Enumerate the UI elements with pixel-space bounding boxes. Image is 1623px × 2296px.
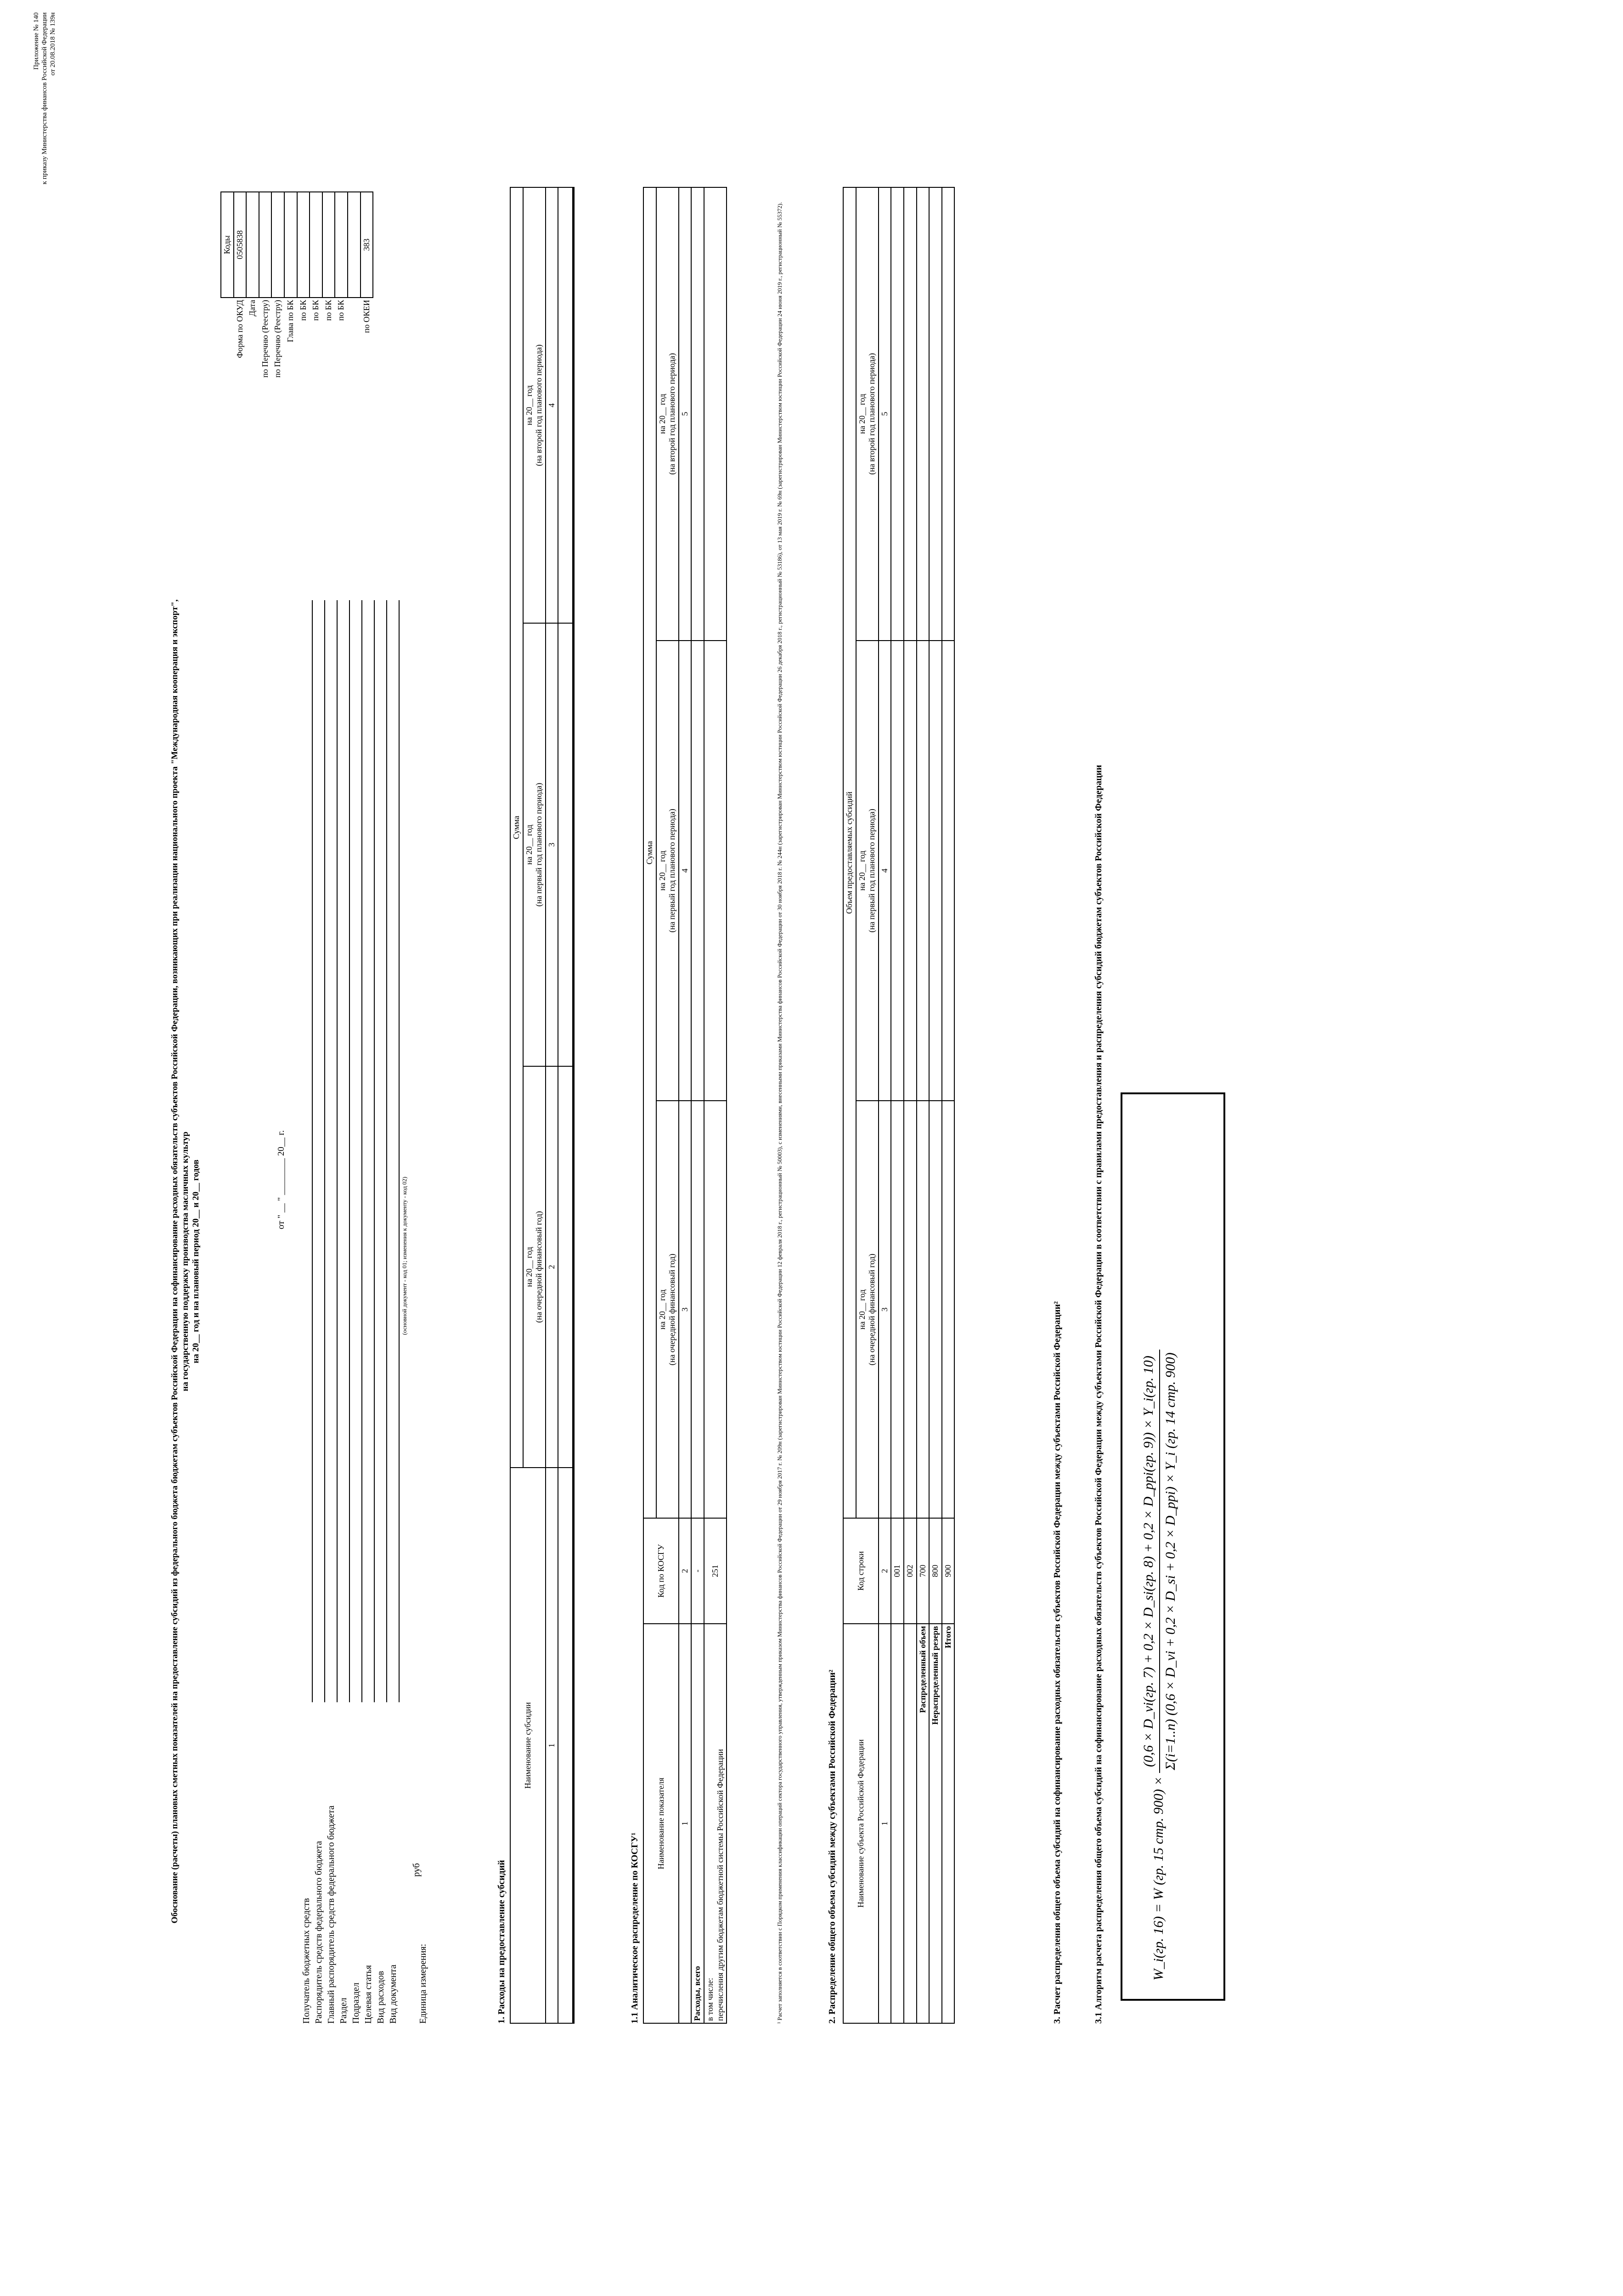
requisite-label: Распорядитель средств федерального бюджета (314, 1841, 324, 2024)
s2-cell (942, 1101, 955, 1518)
s2-row-name: Нераспределенный резерв (929, 1624, 942, 2023)
s2-year-col: на 20__ год (на второй год планового периода) (856, 187, 879, 641)
codes-value: 383 (361, 192, 373, 298)
s1-cell (558, 1468, 574, 2023)
section1-heading: 1. Расходы на предоставление субсидий (496, 1860, 507, 2024)
formula-numerator: (0,6 × D_vi(гр. 7) + 0,2 × D_si(гр. 8) + 0,2 × D_ppi(гр. 9)) × Y_i(гр. 10) (1141, 1356, 1156, 1767)
s1-cell (558, 1066, 574, 1468)
s11-cell (704, 187, 727, 641)
unit-row (411, 554, 431, 2024)
s11-row-code: 251 (704, 1518, 727, 1624)
s2-col-name: Наименование субъекта Российской Федерации (843, 1624, 879, 2023)
codes-label: по БК (298, 300, 308, 321)
footnote-1: ¹ Расчет заполняется в соответствии с Порядком применения классификации операций сектора государственного управления, утвержденным приказом Министерства финансов Российской Федерации от 29 ноября 2017 г. № 209н (зарегистрирован Министерством юстиции Российской Федерации 12 февраля 2018 г., регистрационный № 50003), с изменениями, внесенными приказами Министерства финансов Российской Федерации от 30 ноября 2018 г. № 244н (зарегистрирован Министерством юстиции Российской Федерации 26 декабря 2018 г., регистрационный № 53186), от 13 мая 2019 г. № 69н (зарегистрирован Министерством юстиции Российской Федерации 24 июня 2019 г., регистрационный № 55372). (776, 202, 783, 2024)
codes-value (335, 192, 348, 298)
s2-row-code: 900 (942, 1518, 955, 1624)
requisite-label: Целевая статья (363, 1965, 373, 2024)
s1-num: 1 (546, 1468, 558, 2023)
s2-row-code: 002 (904, 1518, 917, 1624)
codes-label: Форма по ОКУД (235, 300, 244, 358)
section3-heading: 3. Расчет распределения общего объема субсидий на софинансирование расходных обязательств субъектов Российской Федерации между субъектами Российской Федерации² (1052, 1301, 1062, 2024)
s2-row-code: 700 (917, 1518, 930, 1624)
s2-col-code: Код строки (843, 1518, 879, 1624)
annex-line-1: Приложение № 140 (33, 12, 40, 70)
formula-fraction (1141, 1350, 1178, 1773)
date-line: от " __ " ________ 20__ г. (276, 1130, 286, 1229)
s2-cell (904, 641, 917, 1101)
s11-col-name: Наименование показателя (643, 1624, 679, 2023)
requisite-label: Вид документа (388, 1964, 398, 2024)
requisite-label: Получатель бюджетных средств (301, 1898, 311, 2024)
s1-col-name: Наименование субсидии (510, 1468, 546, 2023)
s2-cell (929, 187, 942, 641)
s11-row-name: Расходы, всего (691, 1624, 704, 2023)
codes-value (348, 192, 361, 298)
requisite-row (350, 554, 363, 2024)
s2-num: 3 (879, 1101, 891, 1518)
codes-label: по Перечню (Реестру) (273, 300, 282, 378)
s2-cell (917, 641, 930, 1101)
requisite-label: Раздел (338, 1998, 349, 2024)
title-line-1: Обоснование (расчеты) плановых сметных показателей на предоставление субсидий из федерального бюджета бюджетам субъектов Российской Федерации на софинансирование расходных обязательств субъектов Российской Федерации, возникающих при реализации национального проекта "Международная кооперация и экспорт", (170, 599, 180, 1924)
section2-table (843, 187, 955, 2024)
s2-cell (904, 1101, 917, 1518)
unit-value: руб (411, 1863, 422, 1877)
formula-box (1121, 1092, 1225, 2001)
requisite-label: Вид расходов (376, 1971, 386, 2024)
codes-label (348, 298, 361, 467)
codes-value: 0505838 (234, 192, 247, 298)
section11-heading: 1.1 Аналитическое распределение по КОСГУ¹ (630, 1832, 640, 2024)
formula-lhs: W_i(гр. 16) = W (гр. 15 стр. 900) × (1150, 1776, 1166, 1981)
requisite-row (388, 554, 400, 2024)
s2-cell (891, 641, 904, 1101)
s11-cell (704, 1101, 727, 1518)
section1-table (510, 187, 575, 2024)
s1-cell (558, 623, 574, 1066)
s2-cell (891, 1101, 904, 1518)
title-line-3: на 20__ год и на плановый период 20__ и 20__ годов (191, 1159, 201, 1363)
s1-num: 4 (546, 187, 558, 623)
s2-row-code: 001 (891, 1518, 904, 1624)
section31-heading: 3.1 Алгоритм расчета распределения общего объема субсидий на софинансирование расходных обязательств субъектов Российской Федерации между субъектами Российской Федерации в соответствии с правилами предоставления и распределения субсидий бюджетам субъектов Российской Федерации (1093, 765, 1104, 2024)
page-title (170, 338, 201, 2184)
s2-num: 2 (879, 1518, 891, 1624)
annex-note (32, 12, 57, 205)
codes-label: по БК (323, 300, 333, 321)
s2-cell (917, 187, 930, 641)
codes-label: Глава по БК (285, 300, 295, 343)
s11-cell (691, 1101, 704, 1518)
formula-denominator: Σ(i=1..n) (0,6 × D_vi + 0,2 × D_si + 0,2 × D_ppi) × Y_i (гр. 14 стр. 900) (1159, 1350, 1178, 1773)
s11-num: 5 (679, 187, 692, 641)
codes-label: по БК (311, 300, 321, 321)
s11-cell (691, 641, 704, 1101)
unit-label: Единица измерения: (418, 1944, 428, 2024)
codes-value (322, 192, 335, 298)
s2-cell (942, 641, 955, 1101)
codes-label: по БК (336, 300, 346, 321)
s1-year-col: на 20__ год (на очередной финансовый год) (523, 1066, 546, 1468)
requisite-label: Главный распорядитель средств федерального бюджета (326, 1806, 336, 2024)
s11-sum-header: Сумма (643, 187, 656, 1518)
s11-year-col: на 20__ год (на первый год планового периода) (656, 641, 679, 1101)
section2-heading: 2. Распределение общего объема субсидий между субъектами Российской Федерации² (827, 1669, 837, 2024)
s11-year-col: на 20__ год (на очередной финансовый год) (656, 1101, 679, 1518)
codes-value (297, 192, 310, 298)
s11-num: 3 (679, 1101, 692, 1518)
codes-label: по ОКЕИ (361, 300, 371, 333)
annex-line-2: к приказу Министерства финансов Российской Федерации (41, 12, 48, 185)
codes-value (246, 192, 259, 298)
codes-value (284, 192, 297, 298)
requisites-block (301, 554, 431, 2024)
s2-cell (929, 1101, 942, 1518)
s2-num: 5 (879, 187, 891, 641)
s2-row-name (891, 1624, 904, 2023)
s2-year-col: на 20__ год (на первый год планового периода) (856, 641, 879, 1101)
s1-year-col: на 20__ год (на первый год планового периода) (523, 623, 546, 1066)
s2-row-name: Распределенный объем (917, 1624, 930, 2023)
s11-num: 1 (679, 1624, 692, 2023)
s2-cell (917, 1101, 930, 1518)
codes-value (271, 192, 284, 298)
s2-cell (904, 187, 917, 641)
s2-row-name (904, 1624, 917, 2023)
title-line-2: на государственную поддержку производства масличных культур (180, 1131, 190, 1391)
requisite-row (326, 554, 338, 2024)
s2-num: 1 (879, 1624, 891, 2023)
section11-table (643, 187, 727, 2024)
s11-row-code: - (691, 1518, 704, 1624)
formula (1141, 1350, 1178, 1981)
s1-cell (558, 187, 574, 623)
s2-cell (942, 187, 955, 641)
requisite-label: Подраздел (351, 1982, 361, 2024)
requisite-row (313, 554, 326, 2024)
annex-line-3: от 20.08.2018 № 139н (49, 12, 56, 76)
codes-label: Дата (248, 300, 257, 316)
codes-value (259, 192, 272, 298)
s11-row-name: в том числе: перечисления другим бюджетам бюджетной системы Российской Федерации (704, 1624, 727, 2023)
codes-label: по Перечню (Реестру) (260, 300, 270, 378)
requisite-row (375, 554, 388, 2024)
codes-table (220, 191, 373, 467)
s1-sum-header: Сумма (510, 187, 523, 1468)
s1-num: 3 (546, 623, 558, 1066)
requisite-row (338, 554, 350, 2024)
s2-row-name: Итого (942, 1624, 955, 2023)
s11-col-code: Код по КОСГУ (643, 1518, 679, 1624)
s2-year-col: на 20__ год (на очередной финансовый год) (856, 1101, 879, 1518)
s2-cell (891, 187, 904, 641)
s2-vol-header: Объем предоставляемых субсидий (843, 187, 856, 1518)
s2-cell (929, 641, 942, 1101)
codes-label-spacer (221, 298, 234, 467)
requisite-row (301, 554, 313, 2024)
s2-num: 4 (879, 641, 891, 1101)
s11-year-col: на 20__ год (на второй год планового периода) (656, 187, 679, 641)
s11-cell (691, 187, 704, 641)
s1-num: 2 (546, 1066, 558, 1468)
s11-cell (704, 641, 727, 1101)
s1-year-col: на 20__ год (на второй год планового периода) (523, 187, 546, 623)
s11-num: 2 (679, 1518, 692, 1624)
s11-num: 4 (679, 641, 692, 1101)
s2-row-code: 800 (929, 1518, 942, 1624)
codes-value (310, 192, 322, 298)
requisite-row (363, 554, 375, 2024)
codes-header: Коды (221, 192, 234, 298)
doc-type-hint: (основной документ - код 01; изменения к документу - код 02) (401, 1176, 408, 1335)
